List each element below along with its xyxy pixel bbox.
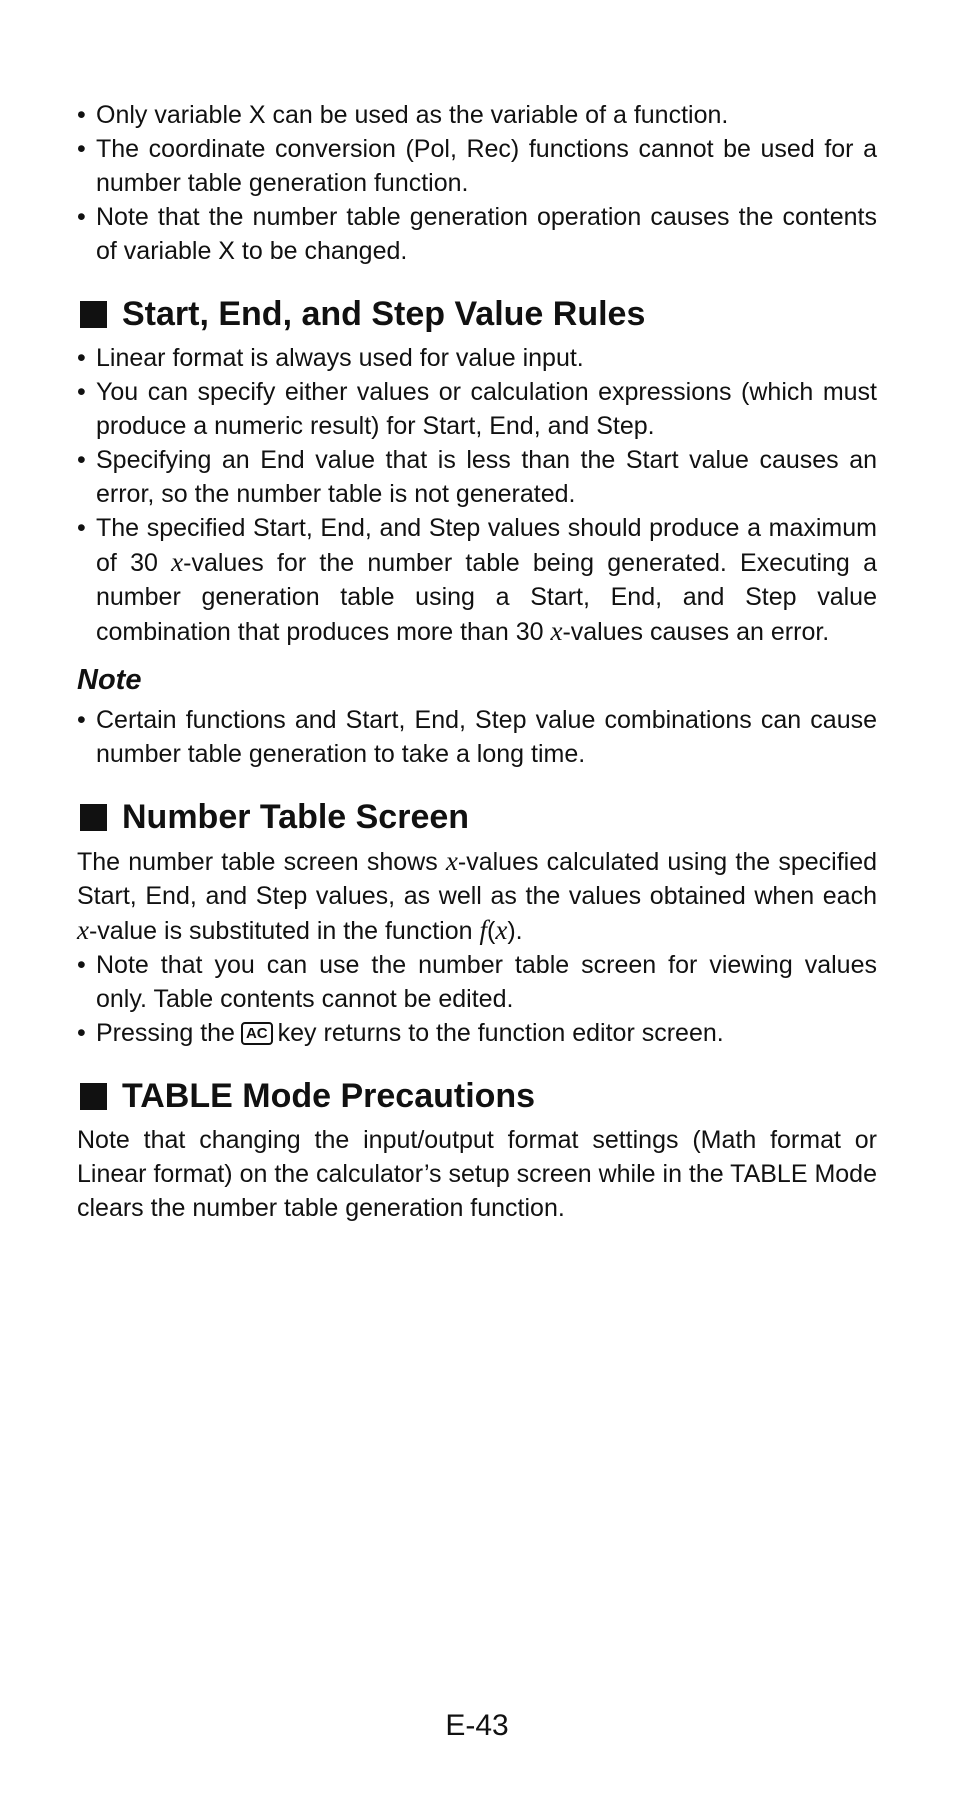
- intro-bullet-coordinate-conversion: • The coordinate conversion (Pol, Rec) functions cannot be used for a number table generation function.: [77, 132, 877, 200]
- intro-bullet-list: [77, 98, 877, 268]
- section-square-icon: [80, 301, 107, 328]
- rules-bullet-max-part2: -values for the number table being generated. Executing a number generation table using a Start, End, and Step value combination that produces more than 30: [96, 549, 877, 646]
- variable-x: x: [550, 616, 563, 646]
- open-paren: (: [487, 917, 496, 945]
- precautions-paragraph: Note that changing the input/output format settings (Math format or Linear format) on the calculator’s setup screen while in the TABLE Mode clears the number table generation function.: [77, 1126, 877, 1222]
- section-heading-table-screen-text: Number Table Screen: [122, 798, 470, 836]
- table-screen-paragraph: [77, 844, 877, 948]
- rules-bullet-list: [77, 341, 877, 649]
- table-screen-para-part2: -values calculated using the specified Start, End, and Step values, as well as the values obtained when each: [77, 848, 877, 910]
- section-heading-precautions-text: TABLE Mode Precautions: [122, 1077, 536, 1115]
- intro-bullet-variable-x: • Only variable X can be used as the variable of a function.: [77, 98, 877, 132]
- section-heading-table-screen: [77, 795, 877, 839]
- table-screen-bullet-list: [77, 948, 877, 1050]
- variable-x: x: [77, 915, 89, 945]
- variable-x: x: [171, 547, 184, 577]
- page-number: E-43: [445, 1709, 509, 1742]
- section-square-icon: [80, 1083, 107, 1110]
- table-screen-bullet-ac-key: [77, 1016, 877, 1050]
- rules-bullet-expressions: • You can specify either values or calculation expressions (which must produce a numeric result) for Start, End, and Step.: [77, 375, 877, 443]
- ac-bullet-before: Pressing the: [96, 1019, 235, 1047]
- variable-x: x: [495, 915, 508, 945]
- section-heading-rules: [77, 292, 877, 336]
- rules-bullet-max-part3: -values causes an error.: [562, 618, 830, 646]
- manual-page-content: [77, 98, 877, 1225]
- table-screen-bullet-view-only: • Note that you can use the number table screen for viewing values only. Table contents cannot be edited.: [77, 948, 877, 1016]
- note-bullet-list: [77, 703, 877, 771]
- rules-bullet-linear-format: • Linear format is always used for value input.: [77, 341, 877, 375]
- function-f: f: [479, 915, 488, 945]
- note-bullet-long-time: • Certain functions and Start, End, Step value combinations can cause number table generation to take a long time.: [77, 703, 877, 771]
- section-heading-rules-text: Start, End, and Step Value Rules: [122, 295, 646, 333]
- rules-bullet-end-value: • Specifying an End value that is less than the Start value causes an error, so the number table is not generated.: [77, 443, 877, 511]
- table-screen-para-part3: -value is substituted in the function: [88, 917, 480, 945]
- close-paren: ).: [507, 917, 523, 945]
- ac-bullet-after: key returns to the function editor screen.: [277, 1019, 724, 1047]
- rules-bullet-max-values: [77, 511, 877, 649]
- note-heading: Note: [77, 664, 142, 696]
- section-square-icon: [80, 804, 107, 831]
- intro-bullet-variable-x-changed: • Note that the number table generation operation causes the contents of variable X to be changed.: [77, 200, 877, 268]
- table-screen-para-part1: The number table screen shows: [77, 848, 446, 876]
- section-heading-precautions: [77, 1074, 877, 1118]
- variable-x: x: [445, 846, 458, 876]
- ac-key-icon: AC: [241, 1022, 273, 1045]
- rules-bullet-max-part1: The specified Start, End, and Step values should produce a maximum of 30: [96, 514, 877, 577]
